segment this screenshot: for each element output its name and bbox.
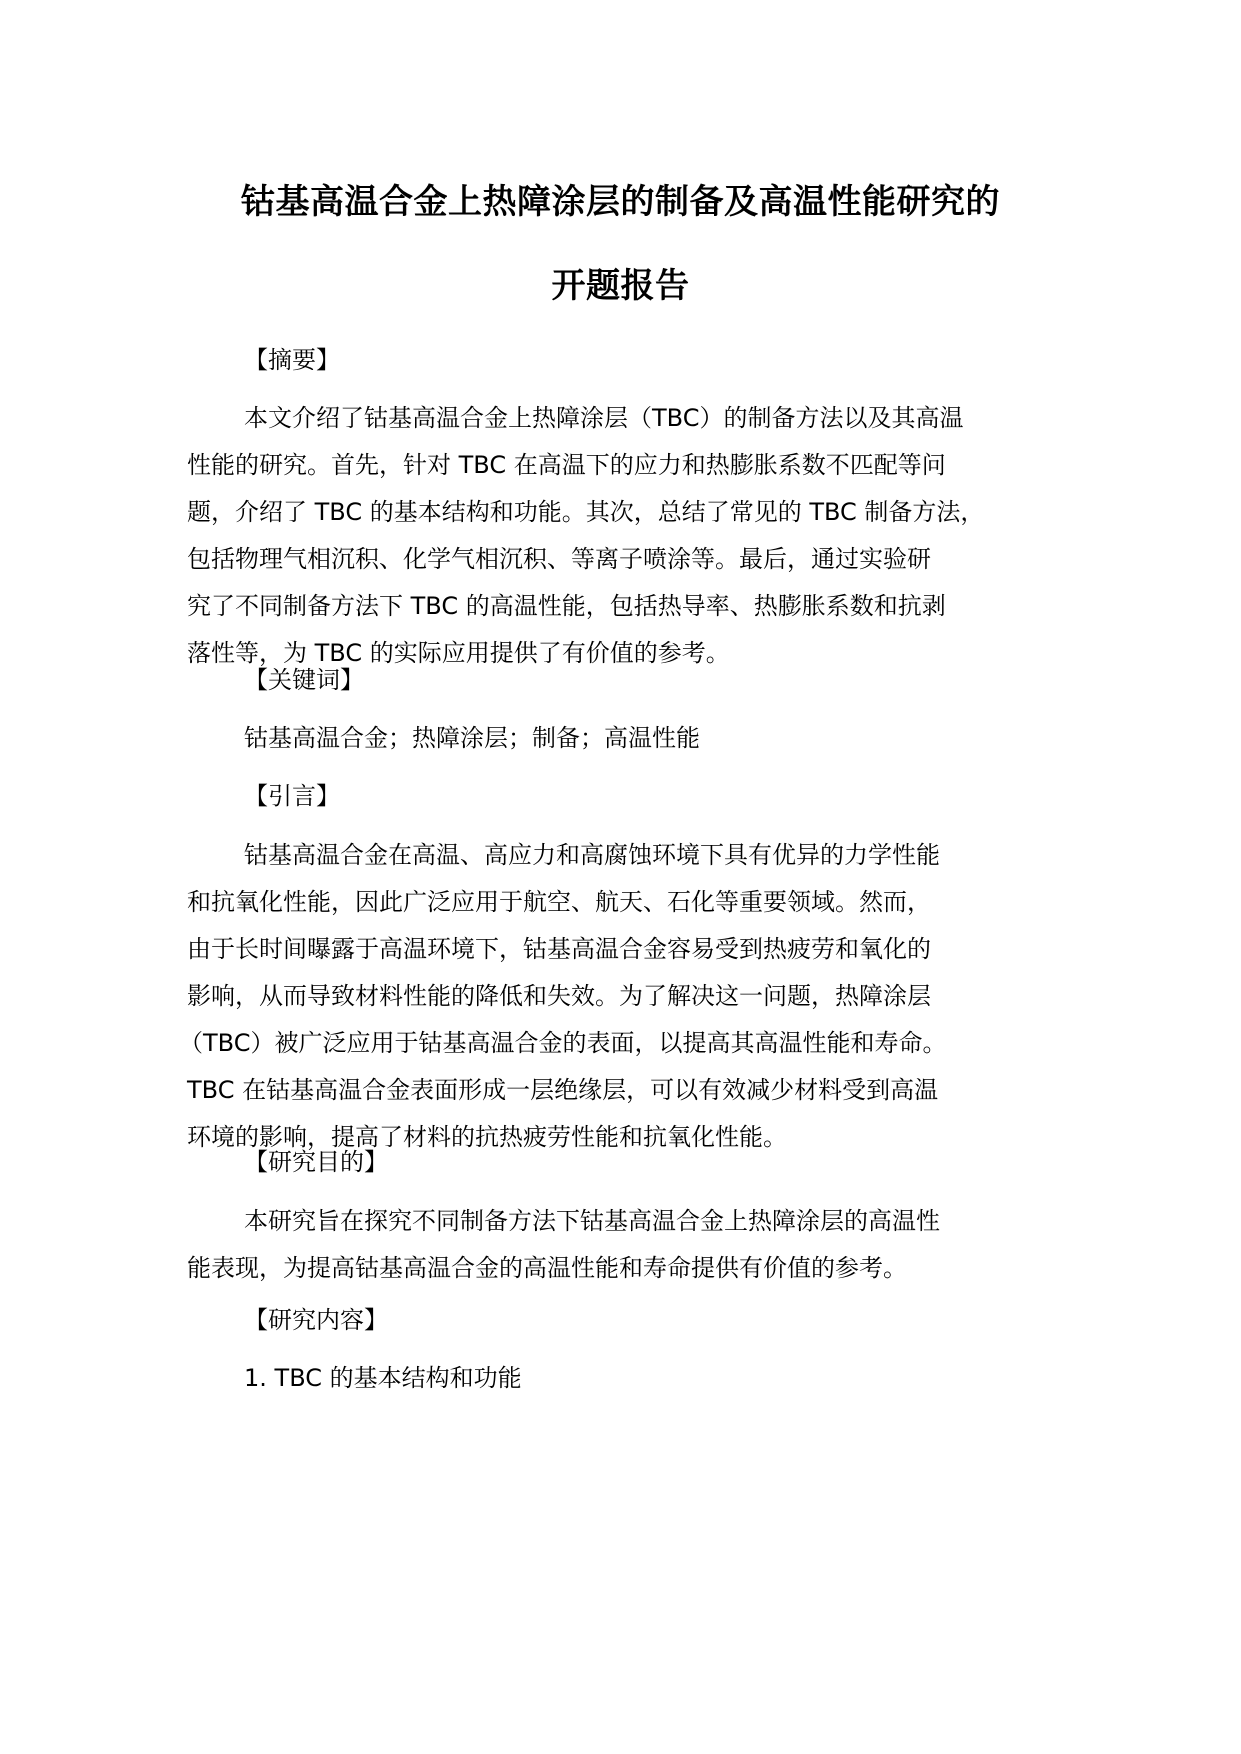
- purpose-line: 能表现，为提高钴基高温合金的高温性能和寿命提供有价值的参考。: [187, 1254, 907, 1282]
- purpose-paragraph: [187, 1198, 1067, 1292]
- keywords-heading: 【关键词】: [244, 666, 364, 694]
- introduction-line: TBC 在钴基高温合金表面形成一层绝缘层，可以有效减少材料受到高温: [187, 1076, 939, 1104]
- introduction-paragraph: [179, 832, 1067, 1161]
- abstract-line: 包括物理气相沉积、化学气相沉积、等离子喷涂等。最后，通过实验研: [187, 545, 931, 573]
- document-title-line-1: 钴基高温合金上热障涂层的制备及高温性能研究的: [241, 182, 1000, 222]
- abstract-line: 究了不同制备方法下 TBC 的高温性能，包括热导率、热膨胀系数和抗剥: [187, 592, 946, 620]
- content-heading: 【研究内容】: [244, 1306, 388, 1334]
- introduction-heading: 【引言】: [244, 782, 340, 810]
- abstract-heading: 【摘要】: [244, 346, 340, 374]
- keywords-text: 钴基高温合金；热障涂层；制备；高温性能: [244, 724, 700, 752]
- content-item-1: 1. TBC 的基本结构和功能: [244, 1364, 522, 1392]
- abstract-line: 本文介绍了钴基高温合金上热障涂层（TBC）的制备方法以及其高温: [244, 404, 964, 432]
- abstract-line: 性能的研究。首先，针对 TBC 在高温下的应力和热膨胀系数不匹配等问: [187, 451, 946, 479]
- abstract-line: 题，介绍了 TBC 的基本结构和功能。其次，总结了常见的 TBC 制备方法，: [187, 498, 985, 526]
- purpose-heading: 【研究目的】: [244, 1148, 388, 1176]
- document-title-line-2: 开题报告: [551, 266, 690, 306]
- purpose-line: 本研究旨在探究不同制备方法下钴基高温合金上热障涂层的高温性: [244, 1207, 940, 1235]
- introduction-line: 影响，从而导致材料性能的降低和失效。为了解决这一问题，热障涂层: [187, 982, 931, 1010]
- abstract-paragraph: [187, 395, 1067, 677]
- introduction-line: 环境的影响，提高了材料的抗热疲劳性能和抗氧化性能。: [187, 1123, 787, 1151]
- introduction-line: 和抗氧化性能，因此广泛应用于航空、航天、石化等重要领域。然而，: [187, 888, 931, 916]
- introduction-line: 钴基高温合金在高温、高应力和高腐蚀环境下具有优异的力学性能: [244, 841, 940, 869]
- introduction-line: （TBC）被广泛应用于钴基高温合金的表面，以提高其高温性能和寿命。: [179, 1029, 947, 1057]
- introduction-line: 由于长时间曝露于高温环境下，钴基高温合金容易受到热疲劳和氧化的: [187, 935, 931, 963]
- abstract-line: 落性等，为 TBC 的实际应用提供了有价值的参考。: [187, 639, 730, 667]
